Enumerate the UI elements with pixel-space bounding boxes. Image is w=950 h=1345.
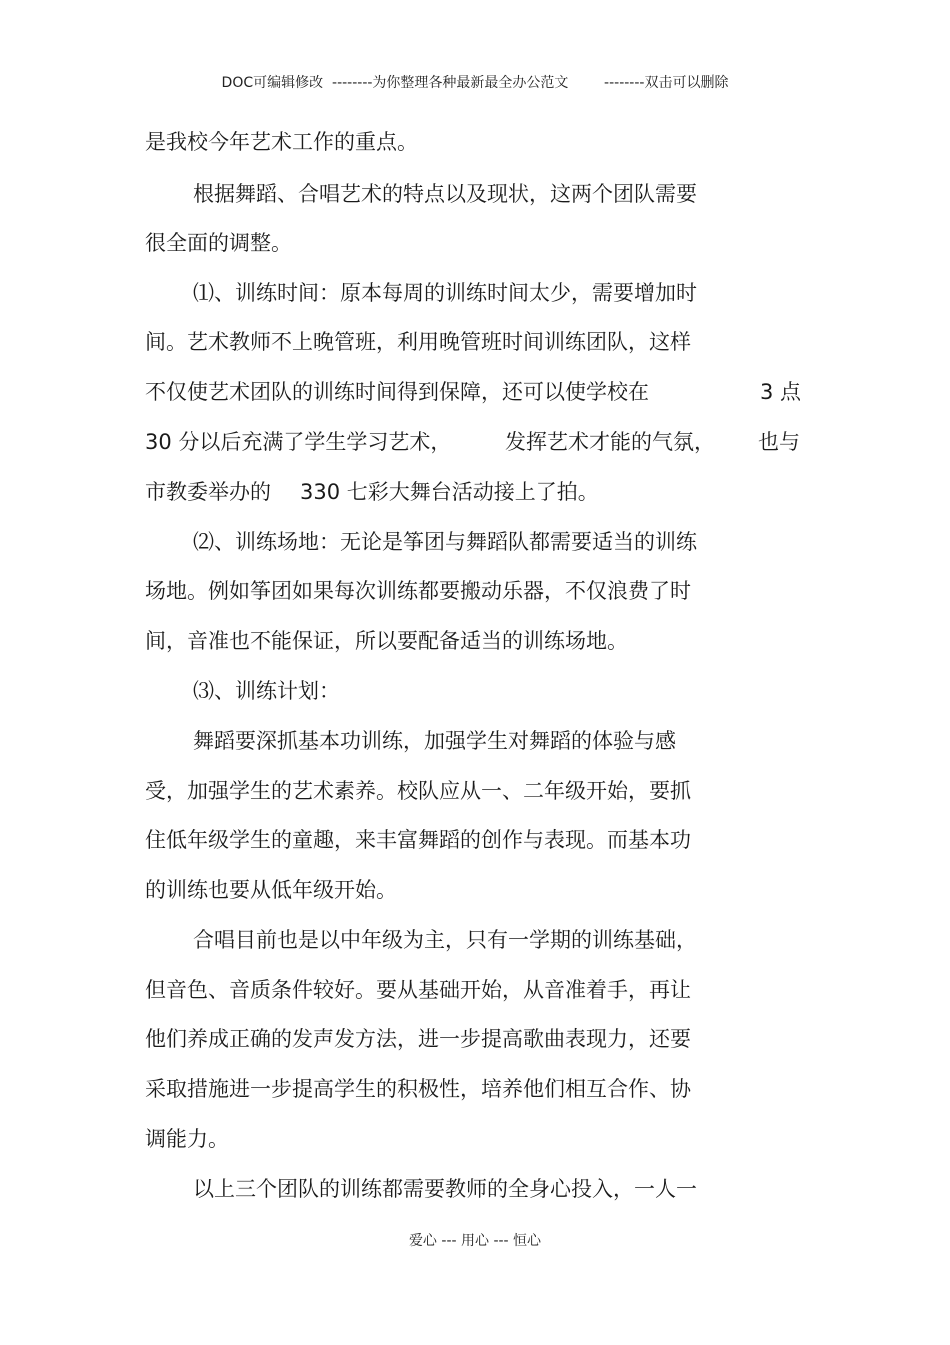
- paragraph-line-segment: 3 点: [760, 380, 802, 404]
- paragraph-line-segment: 330 七彩大舞台活动接上了拍。: [300, 480, 599, 504]
- paragraph-line: 合唱目前也是以中年级为主，只有一学期的训练基础，: [193, 928, 697, 952]
- paragraph-line: 很全面的调整。: [145, 231, 292, 255]
- paragraph-line: 调能力。: [145, 1127, 229, 1151]
- paragraph-line: 间。艺术教师不上晚管班，利用晚管班时间训练团队，这样: [145, 330, 691, 354]
- paragraph-line: ⑶、训练计划：: [193, 679, 340, 703]
- paragraph-line: ⑴、训练时间：原本每周的训练时间太少，需要增加时: [193, 281, 697, 305]
- paragraph-line: 舞蹈要深抓基本功训练，加强学生对舞蹈的体验与感: [193, 729, 676, 753]
- paragraph-line: 受，加强学生的艺术素养。校队应从一、二年级开始，要抓: [145, 779, 691, 803]
- paragraph-line: ⑵、训练场地：无论是筝团与舞蹈队都需要适当的训练: [193, 530, 697, 554]
- paragraph-line: 以上三个团队的训练都需要教师的全身心投入，一人一: [193, 1177, 697, 1201]
- page-footer: 爱心 --- 用心 --- 恒心: [408, 1233, 542, 1249]
- paragraph-line: 的训练也要从低年级开始。: [145, 878, 397, 902]
- paragraph-line: 不仅使艺术团队的训练时间得到保障，还可以使学校在: [145, 380, 649, 404]
- paragraph-line: 场地。例如筝团如果每次训练都要搬动乐器，不仅浪费了时: [145, 579, 691, 603]
- paragraph-line: 是我校今年艺术工作的重点。: [145, 130, 418, 154]
- paragraph-line: 间，音准也不能保证，所以要配备适当的训练场地。: [145, 629, 628, 653]
- paragraph-line-segment: 发挥艺术才能的气氛，: [505, 430, 715, 454]
- paragraph-line: 住低年级学生的童趣，来丰富舞蹈的创作与表现。而基本功: [145, 828, 691, 852]
- paragraph-line: 但音色、音质条件较好。要从基础开始，从音准着手，再让: [145, 978, 691, 1002]
- paragraph-line-segment: 市教委举办的: [145, 480, 271, 504]
- paragraph-line: 采取措施进一步提高学生的积极性，培养他们相互合作、协: [145, 1077, 691, 1101]
- paragraph-line: 根据舞蹈、合唱艺术的特点以及现状，这两个团队需要: [193, 182, 697, 206]
- paragraph-line-segment: 也与: [758, 430, 800, 454]
- paragraph-line: 他们养成正确的发声发方法，进一步提高歌曲表现力，还要: [145, 1027, 691, 1051]
- page-header: DOC可编辑修改 --------为你整理各种最新最全办公范文 --------双击可以删除: [221, 75, 729, 91]
- paragraph-line-segment: 30 分以后充满了学生学习艺术，: [145, 430, 452, 454]
